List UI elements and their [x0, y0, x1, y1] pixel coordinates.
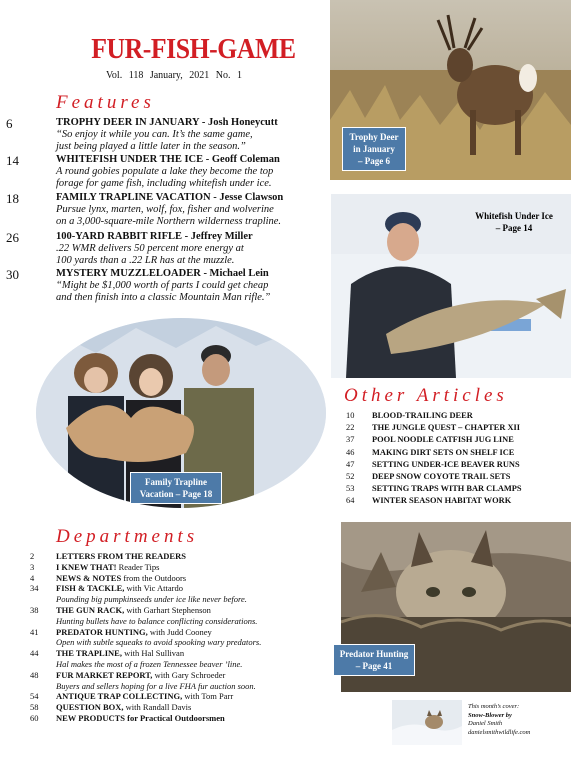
list-item[interactable]: 53 SETTING TRAPS WITH BAR CLAMPS	[346, 484, 522, 494]
list-item[interactable]: 38 THE GUN RACK, with Garhart Stephenson Hunting bullets have to balance conflicting considerations.	[30, 604, 258, 626]
predator-caption: Predator Hunting – Page 41	[333, 644, 415, 676]
list-item[interactable]: 3 I KNEW THAT! Reader Tips	[30, 561, 160, 572]
list-item[interactable]: 34 FISH & TACKLE, with Vic Attardo Pounding big pumpkinseeds under ice like never before.	[30, 583, 247, 605]
feature-page: 18	[6, 191, 19, 206]
list-item[interactable]: 52 DEEP SNOW COYOTE TRAIL SETS	[346, 472, 511, 482]
feature-title: 100-YARD RABBIT RIFLE - Jeffrey Miller	[56, 231, 253, 242]
masthead	[84, 34, 296, 81]
feature-desc: Pursue lynx, marten, wolf, fox, fisher and wolverine on a 3,000-square-mile Northern wilderness trapline.	[56, 204, 282, 227]
feature-page: 6	[6, 116, 13, 131]
issue-line: Vol. 118 January, 2021 No. 1	[105, 70, 242, 81]
list-item[interactable]: 64 WINTER SEASON HABITAT WORK	[346, 496, 512, 506]
feature-title: MYSTERY MUZZLELOADER - Michael Lein	[56, 268, 269, 279]
feature-item[interactable]	[6, 116, 326, 153]
list-item[interactable]: 47 SETTING UNDER-ICE BEAVER RUNS	[346, 459, 520, 469]
deer-caption: Trophy Deer in January – Page 6	[342, 127, 406, 171]
magazine-logo: FUR-FISH-GAME	[91, 34, 296, 65]
list-item[interactable]: 2 LETTERS FROM THE READERS	[30, 551, 186, 561]
list-item[interactable]: 54 ANTIQUE TRAP COLLECTING, with Tom Parr	[30, 691, 234, 702]
departments-heading: Departments	[56, 526, 199, 547]
trapline-caption: Family Trapline Vacation – Page 18	[130, 472, 222, 504]
whitefish-caption: Whitefish Under Ice – Page 14	[475, 211, 553, 233]
feature-item[interactable]	[6, 230, 326, 267]
list-item[interactable]: 22 THE JUNGLE QUEST – CHAPTER XII	[346, 423, 521, 433]
other-articles-list	[346, 410, 566, 508]
feature-item[interactable]	[6, 191, 326, 228]
list-item[interactable]: 10 BLOOD-TRAILING DEER	[346, 411, 473, 420]
feature-page: 26	[6, 230, 19, 245]
list-item[interactable]: 60 NEW PRODUCTS for Practical Outdoorsmen	[30, 712, 225, 723]
list-item[interactable]: 58 QUESTION BOX, with Randall Davis	[30, 702, 192, 713]
list-item[interactable]: 41 PREDATOR HUNTING, with Judd Cooney Open with subtle squeaks to avoid spooking wary predators.	[30, 626, 262, 648]
cover-thumbnail[interactable]	[392, 700, 462, 745]
list-item[interactable]: 48 FUR MARKET REPORT, with Gary Schroeder Buyers and sellers hoping for a live FHA fur auction soon.	[30, 669, 256, 691]
list-item[interactable]: 46 MAKING DIRT SETS ON SHELF ICE	[346, 447, 515, 457]
feature-desc: “So enjoy it while you can. It’s the same game, just being played a little later in the season.”	[56, 129, 253, 152]
feature-page: 30	[6, 267, 19, 282]
departments-list	[30, 551, 330, 724]
list-item[interactable]: 4 NEWS & NOTES from the Outdoors	[30, 572, 187, 583]
list-item[interactable]: 37 POOL NOODLE CATFISH JUG LINE	[346, 435, 514, 445]
other-articles-heading: Other Articles	[344, 385, 508, 406]
feature-title: FAMILY TRAPLINE VACATION - Jesse Clawson	[56, 192, 284, 203]
features-heading: Features	[56, 92, 155, 113]
feature-desc: “Might be $1,000 worth of parts I could get cheap and then finish into a classic Mountain Man rifle.”	[56, 280, 271, 303]
feature-title: WHITEFISH UNDER THE ICE - Geoff Coleman	[56, 154, 280, 165]
feature-desc: A round gobies populate a lake they become the top forage for game fish, including whitefish under ice.	[56, 166, 274, 189]
cover-thumbnail-image	[392, 700, 462, 745]
list-item[interactable]: 44 THE TRAPLINE, with Hal Sullivan Hal makes the most of a frozen Tennessee beaver ’line.	[30, 648, 243, 669]
cover-note: This month’s cover: Snow-Blower by Daniel Smith danielsmithwildlife.com	[468, 703, 531, 736]
feature-item[interactable]	[6, 267, 326, 304]
feature-title: TROPHY DEER IN JANUARY - Josh Honeycutt	[56, 117, 278, 128]
feature-desc: .22 WMR delivers 50 percent more energy at 100 yards than a .22 LR has at the muzzle.	[56, 243, 244, 266]
feature-item[interactable]	[6, 153, 326, 190]
feature-page: 14	[6, 153, 19, 168]
